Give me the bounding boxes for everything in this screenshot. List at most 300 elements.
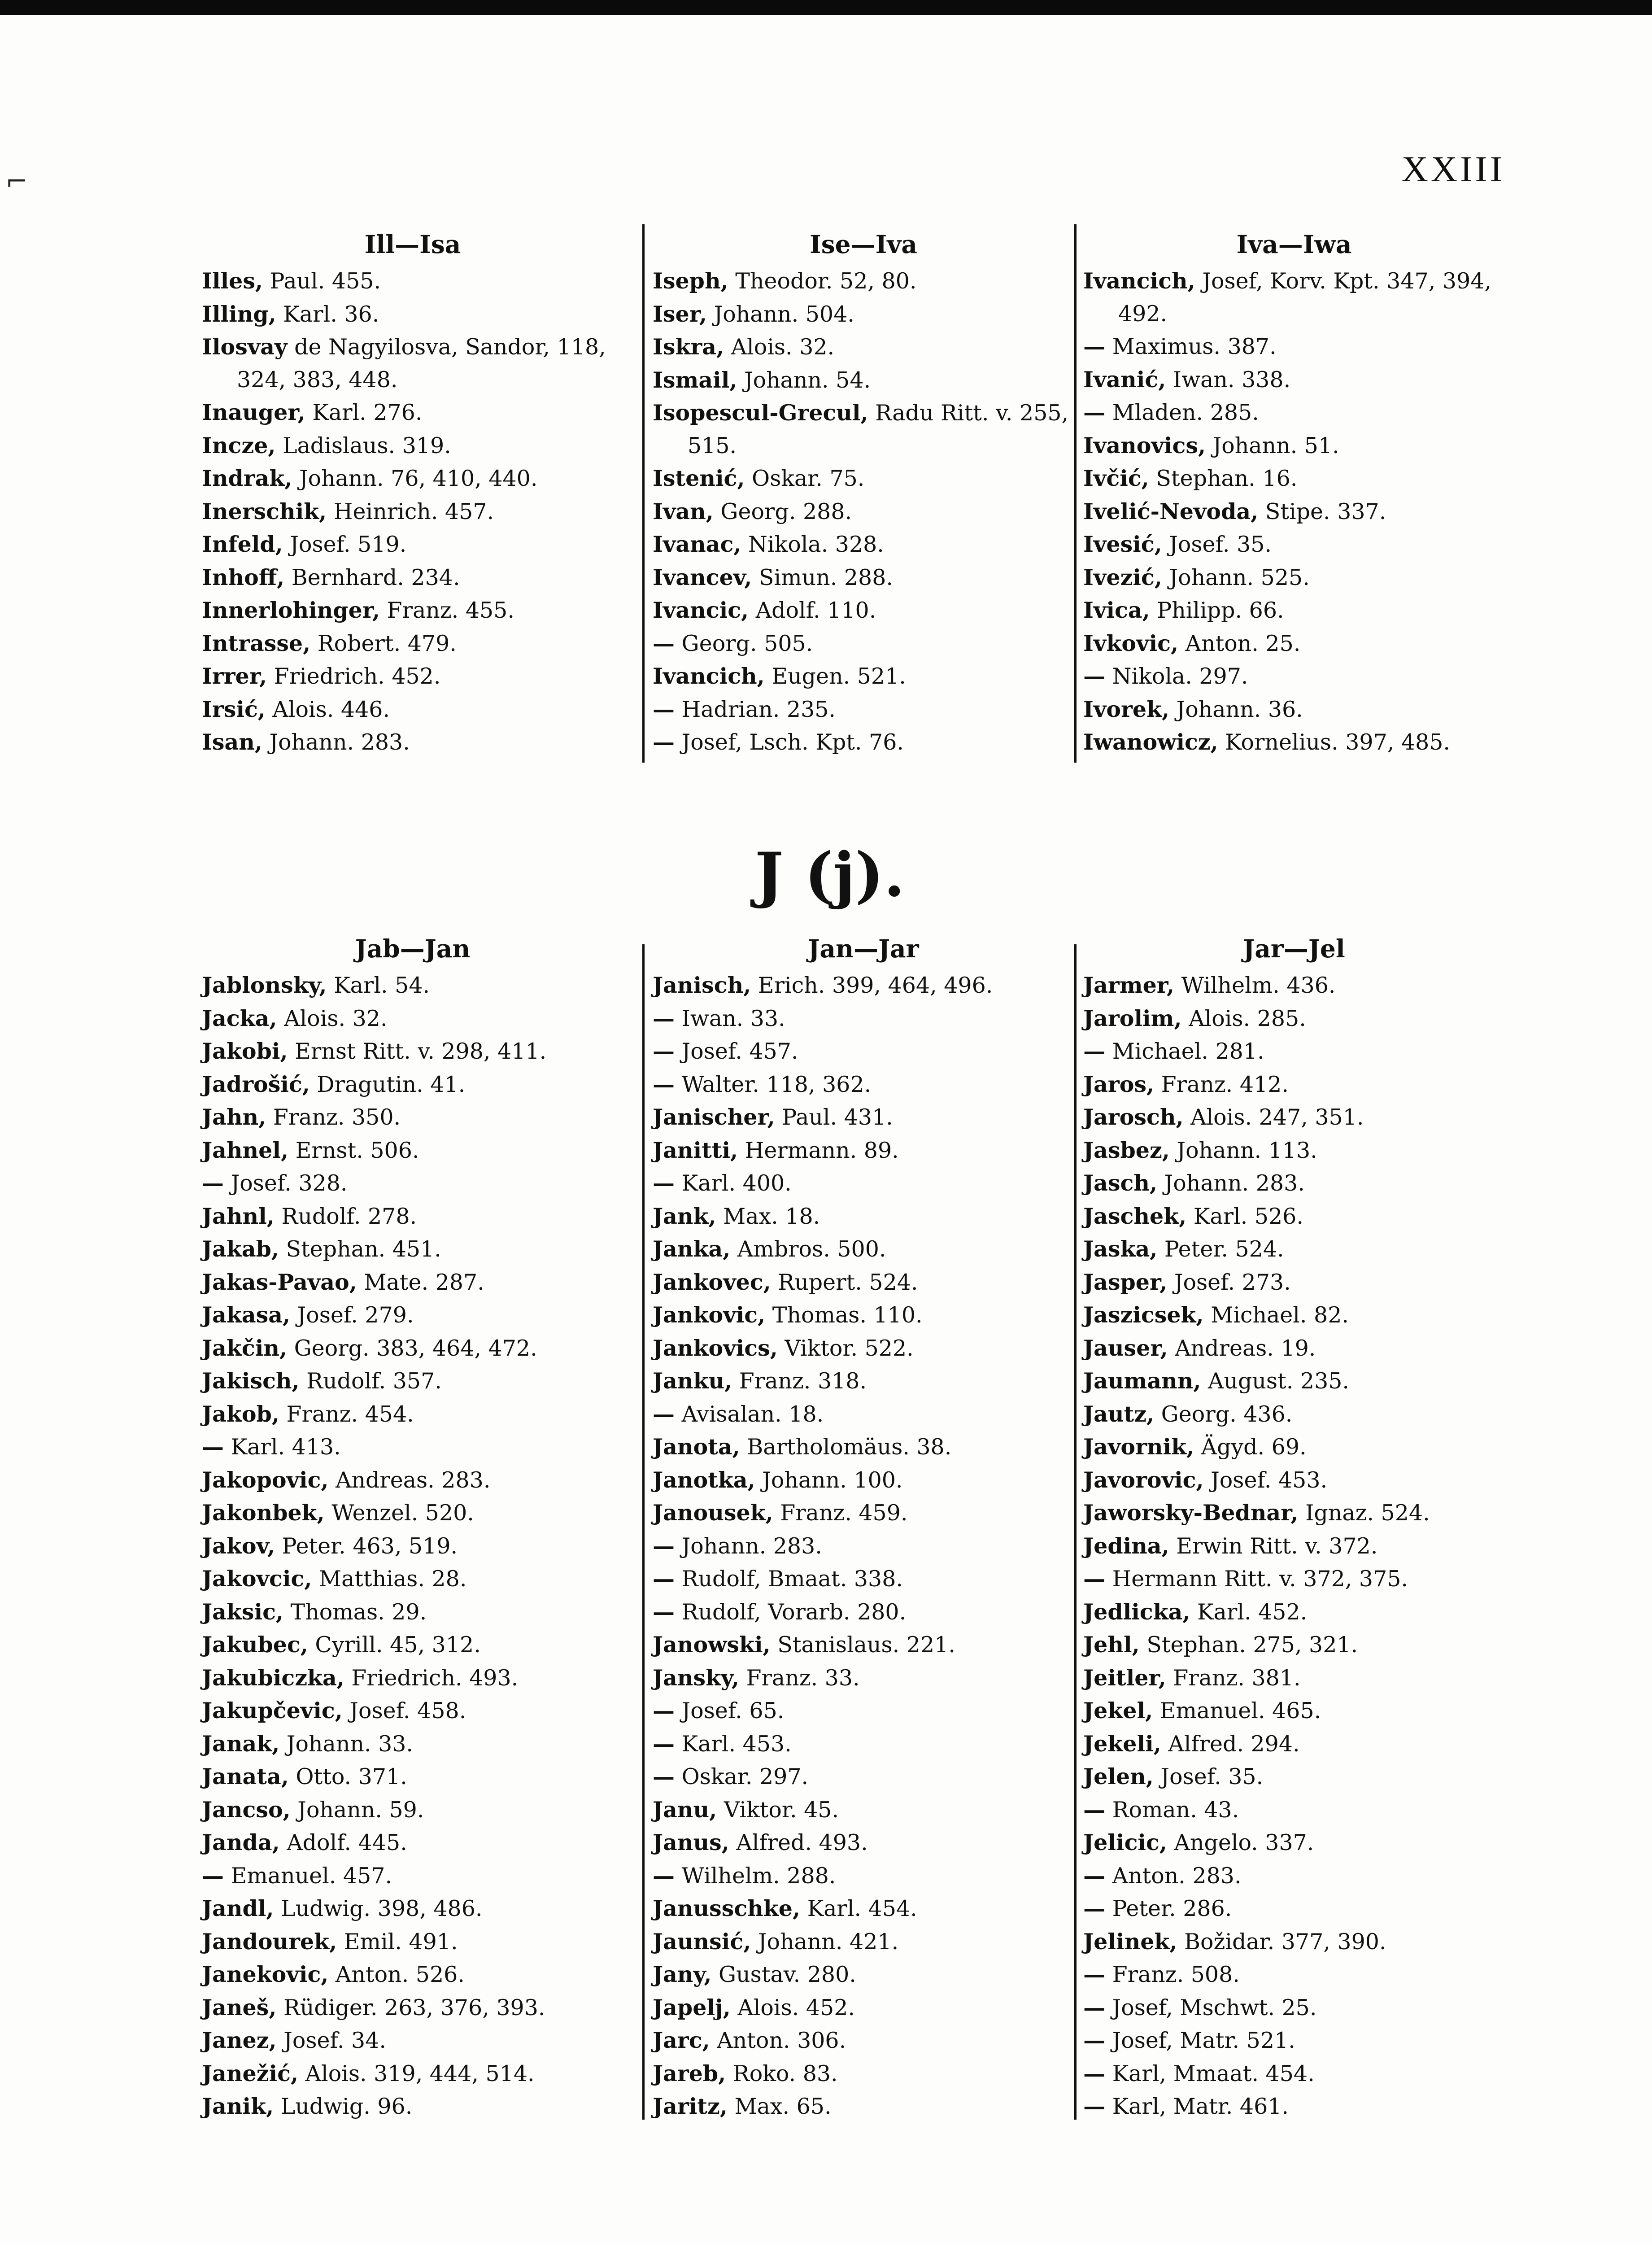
entry-surname: Janka, (653, 1236, 731, 1262)
entry-details: Josef. 34. (276, 2028, 386, 2053)
index-entry (202, 1562, 623, 1596)
entry-surname: — (1083, 1038, 1105, 1064)
entry-surname: Ivesić, (1083, 531, 1162, 557)
entry-details: Iwan. 338. (1166, 367, 1291, 393)
entry-surname: Jandourek, (202, 1928, 337, 1955)
entry-details: Alois. 285. (1181, 1005, 1306, 1031)
index-entry (653, 1035, 1074, 1068)
entry-surname: Ivelić-Nevoda, (1083, 498, 1259, 524)
entry-details: Franz. 350. (266, 1104, 401, 1130)
entry-details: Alois. 452. (730, 1994, 855, 2020)
entry-surname: Jaska, (1083, 1236, 1158, 1262)
entry-details: Johann. 525. (1162, 564, 1310, 590)
entry-surname: Jakonbek, (202, 1500, 325, 1526)
entry-details: Hermann Ritt. v. 372, 375. (1105, 1566, 1408, 1592)
entry-surname: — (653, 1170, 675, 1196)
index-entry (653, 1958, 1074, 1991)
index-entry (1083, 1233, 1505, 1266)
entry-surname: Jandl, (202, 1895, 274, 1921)
entry-surname: — (653, 1763, 675, 1789)
index-entry (653, 1826, 1074, 1859)
entry-surname: Iwanowicz, (1083, 729, 1218, 755)
entry-details: Andreas. 283. (328, 1467, 491, 1493)
index-entry (1083, 1826, 1505, 1859)
entry-surname: Jarc, (653, 2027, 710, 2053)
entry-details: Karl. 400. (675, 1170, 792, 1196)
margin-annotation-mark: ⌐ (5, 166, 28, 197)
column-title: Jar—Jel (1243, 934, 1345, 963)
entry-details: Bernhard. 234. (284, 564, 460, 590)
index-entry (202, 1596, 623, 1629)
entry-details: Johann. 504. (707, 301, 854, 327)
entry-surname: Janak, (202, 1730, 280, 1757)
entry-surname: Jasch, (1083, 1170, 1158, 1196)
index-entry (1083, 1332, 1505, 1365)
entry-surname: Jelen, (1083, 1763, 1154, 1789)
entry-surname: — (653, 1566, 675, 1592)
page-number: XXIII (1401, 148, 1505, 189)
index-entry (202, 1794, 623, 1827)
entry-details: Franz. 412. (1154, 1071, 1289, 1097)
entry-details: Johann. 36. (1169, 696, 1303, 722)
index-entry (202, 2024, 623, 2057)
index-entry (1083, 969, 1505, 1002)
index-entry (202, 1859, 623, 1893)
entry-details: Rudolf, Bmaat. 338. (675, 1566, 903, 1592)
entry-surname: Javornik, (1083, 1434, 1194, 1460)
column-title: Ise—Iva (809, 230, 917, 259)
entry-surname: Janeš, (202, 1994, 277, 2020)
index-entry (653, 1760, 1074, 1794)
index-entry (202, 1826, 623, 1859)
entry-details: Walter. 118, 362. (675, 1071, 872, 1097)
index-entry (1083, 396, 1505, 429)
entry-surname: Ivan, (653, 498, 714, 524)
entry-details: Alois. 247, 351. (1183, 1104, 1364, 1130)
index-entry (653, 1365, 1074, 1398)
entry-surname: Jankovics, (653, 1335, 778, 1361)
entry-details: Karl. 453. (675, 1731, 792, 1757)
entry-surname: Jarolim, (1083, 1005, 1182, 1031)
entry-details: Karl. 526. (1186, 1203, 1303, 1229)
entry-surname: Infeld, (202, 531, 283, 557)
entry-surname: Jacka, (202, 1005, 277, 1031)
index-entry (202, 1200, 623, 1233)
entry-details: Rudolf. 278. (274, 1203, 417, 1229)
index-entry (653, 2090, 1074, 2123)
entry-surname: Jakas-Pavao, (202, 1269, 357, 1295)
entry-details: Johann. 283. (1157, 1170, 1305, 1196)
entry-surname: Intrasse, (202, 630, 311, 656)
entry-surname: Jakob, (202, 1401, 279, 1427)
index-entry (202, 331, 623, 396)
index-entry (1083, 1562, 1505, 1596)
index-entry (653, 1200, 1074, 1233)
index-entry (202, 1530, 623, 1563)
entry-details: Josef. 453. (1203, 1467, 1328, 1493)
entry-surname: Jakčin, (202, 1335, 288, 1361)
index-entry (202, 429, 623, 463)
entry-surname: Jarmer, (1083, 972, 1175, 998)
entry-details: Stipe. 337. (1258, 498, 1386, 524)
index-entry (202, 1958, 623, 1991)
index-entry (202, 969, 623, 1002)
entry-surname: Jancso, (202, 1796, 291, 1823)
index-entry (653, 1266, 1074, 1299)
entry-details: Emanuel. 465. (1153, 1698, 1321, 1724)
entry-details: Karl, Mmaat. 454. (1105, 2060, 1315, 2086)
entry-details: Georg. 436. (1154, 1401, 1293, 1427)
index-entry (653, 1694, 1074, 1728)
index-entry (653, 726, 1074, 759)
index-entry (653, 1530, 1074, 1563)
entry-surname: Janischer, (653, 1104, 775, 1130)
index-entry (653, 1794, 1074, 1827)
column-title: Ill—Isa (364, 230, 461, 259)
index-entry (202, 1925, 623, 1959)
entry-details: Robert. 479. (310, 630, 457, 656)
entry-surname: Janekovic, (202, 1961, 329, 1987)
index-entry (1083, 1035, 1505, 1068)
entry-surname: Jany, (653, 1961, 712, 1987)
index-entry (1083, 594, 1505, 627)
entry-surname: Illes, (202, 268, 263, 294)
entry-surname: — (653, 1005, 675, 1031)
entry-details: Rudolf. 357. (299, 1368, 442, 1394)
entry-surname: Janotka, (653, 1466, 755, 1493)
entry-details: Max. 65. (727, 2094, 832, 2119)
index-entry (202, 2090, 623, 2123)
entry-surname: Janata, (202, 1763, 289, 1789)
entry-surname: Janusschke, (653, 1895, 801, 1921)
entry-details: Paul. 431. (775, 1104, 893, 1130)
entry-surname: Illing, (202, 301, 276, 327)
entry-details: Ambros. 500. (730, 1236, 886, 1262)
index-entry (1083, 660, 1505, 693)
entry-surname: Javorovic, (1083, 1466, 1204, 1493)
entry-details: Karl, Matr. 461. (1105, 2094, 1289, 2119)
entry-surname: Jekel, (1083, 1698, 1153, 1724)
index-entry (1083, 2057, 1505, 2090)
index-entry (1083, 1167, 1505, 1200)
entry-details: Cyrill. 45, 312. (308, 1632, 481, 1658)
entry-surname: Jakubec, (202, 1632, 308, 1658)
entry-surname: — (653, 1038, 675, 1064)
entry-details: Bartholomäus. 38. (740, 1434, 952, 1460)
entry-surname: — (1083, 1895, 1105, 1921)
entry-surname: Jakab, (202, 1236, 279, 1262)
index-entry (202, 1002, 623, 1035)
index-entry (1083, 462, 1505, 495)
entry-details: Thomas. 29. (283, 1599, 427, 1625)
entry-surname: Ivorek, (1083, 696, 1170, 722)
entry-details: Alois. 32. (724, 334, 835, 360)
entry-surname: Jeitler, (1083, 1664, 1166, 1691)
entry-details: Stephan. 16. (1149, 466, 1298, 491)
index-entry (1083, 1431, 1505, 1464)
index-entry (1083, 1892, 1505, 1925)
entry-details: de Nagyilosva, Sandor, 118, 324, 383, 448. (237, 334, 606, 393)
index-entry (653, 1233, 1074, 1266)
entry-surname: — (202, 1170, 224, 1196)
entry-details: Matthias. 28. (312, 1566, 467, 1592)
entry-surname: Jautz, (1083, 1401, 1155, 1427)
index-entry (1083, 1530, 1505, 1563)
entry-details: August. 235. (1201, 1368, 1350, 1394)
index-entry (1083, 1794, 1505, 1827)
index-entry (202, 1892, 623, 1925)
index-entry (653, 2057, 1074, 2090)
index-entry (653, 1431, 1074, 1464)
entry-surname: Jank, (653, 1203, 716, 1229)
index-entry (653, 1134, 1074, 1167)
entry-details: Peter. 524. (1157, 1236, 1284, 1262)
entry-surname: Jehl, (1083, 1632, 1140, 1658)
entry-details: Avisalan. 18. (675, 1401, 824, 1427)
entry-details: Alois. 446. (265, 696, 390, 722)
entry-details: Ludwig. 398, 486. (274, 1896, 483, 1921)
entry-surname: Innerlohinger, (202, 597, 380, 623)
entry-surname: Inauger, (202, 399, 305, 425)
entry-details: Thomas. 110. (765, 1302, 923, 1328)
entry-details: Franz. 459. (773, 1500, 908, 1526)
entry-surname: Jakobi, (202, 1038, 288, 1064)
index-entry (1083, 2090, 1505, 2123)
index-entry (202, 561, 623, 594)
entry-surname: Jaschek, (1083, 1203, 1187, 1229)
entry-details: Josef. 65. (675, 1698, 785, 1724)
entry-surname: Jareb, (653, 2060, 726, 2086)
entry-details: Alfred. 294. (1161, 1731, 1300, 1757)
entry-surname: Iser, (653, 301, 707, 327)
index-entry (202, 594, 623, 627)
entry-details: Josef. 279. (290, 1302, 414, 1328)
index-entry (1083, 1958, 1505, 1991)
index-entry (202, 1266, 623, 1299)
index-entry (653, 1859, 1074, 1893)
entry-details: Josef. 458. (342, 1698, 466, 1724)
entry-surname: Iseph, (653, 268, 728, 294)
entry-details: Max. 18. (716, 1203, 820, 1229)
entry-details: Franz. 381. (1166, 1665, 1301, 1691)
entry-details: Eugen. 521. (764, 663, 906, 689)
entry-surname: Irrer, (202, 663, 267, 689)
entry-details: Michael. 82. (1203, 1302, 1349, 1328)
top-border (0, 0, 1652, 15)
column-divider (1074, 944, 1077, 2120)
index-entry (1083, 561, 1505, 594)
index-entry (1083, 1694, 1505, 1728)
entry-surname: Isan, (202, 729, 262, 755)
index-entry (202, 1134, 623, 1167)
entry-surname: Jakov, (202, 1532, 275, 1559)
entry-surname: Jakupčevic, (202, 1698, 343, 1724)
index-entry (1083, 1925, 1505, 1959)
entry-details: Erwin Ritt. v. 372. (1169, 1533, 1378, 1559)
entry-details: Angelo. 337. (1167, 1830, 1314, 1855)
index-entry (653, 969, 1074, 1002)
index-entry (1083, 363, 1505, 397)
index-entry (653, 660, 1074, 693)
entry-surname: Jelinek, (1083, 1928, 1177, 1955)
entry-details: Karl. 36. (276, 301, 379, 327)
entry-surname: Ivanac, (653, 531, 741, 557)
entry-surname: Indrak, (202, 465, 292, 491)
entry-details: Rüdiger. 263, 376, 393. (276, 1994, 545, 2020)
index-entry (202, 627, 623, 660)
index-entry (202, 528, 623, 561)
index-entry (202, 265, 623, 298)
entry-surname: Jablonsky, (202, 972, 327, 998)
column-jab-jan (202, 929, 623, 2123)
entry-details: Karl. 452. (1190, 1599, 1308, 1625)
index-entry (1083, 1728, 1505, 1761)
index-entry (202, 726, 623, 759)
index-entry (653, 528, 1074, 561)
entry-surname: Inhoff, (202, 564, 285, 590)
entry-surname: — (653, 630, 675, 656)
index-entry (202, 1332, 623, 1365)
entry-surname: — (653, 1071, 675, 1097)
entry-surname: Janousek, (653, 1500, 773, 1526)
index-entry (202, 298, 623, 331)
index-entry (1083, 1068, 1505, 1101)
entry-surname: — (1083, 333, 1105, 359)
entry-surname: Ivancev, (653, 564, 752, 590)
entry-details: Ägyd. 69. (1194, 1434, 1307, 1460)
entry-details: Peter. 463, 519. (275, 1533, 458, 1559)
entry-details: Johann. 283. (675, 1533, 822, 1559)
index-entry (202, 396, 623, 429)
entry-details: Anton. 283. (1105, 1863, 1242, 1889)
entry-surname: Jedina, (1083, 1532, 1169, 1559)
entry-surname: Jansky, (653, 1664, 739, 1691)
index-entry (653, 1925, 1074, 1959)
entry-surname: — (1083, 1994, 1105, 2020)
entry-details: Rupert. 524. (771, 1269, 918, 1295)
entry-surname: Jarosch, (1083, 1104, 1184, 1130)
index-entry (1083, 1464, 1505, 1497)
index-entry (202, 1760, 623, 1794)
entry-details: Paul. 455. (262, 268, 381, 294)
entry-surname: Janez, (202, 2027, 277, 2053)
entry-surname: Jakovcic, (202, 1566, 312, 1592)
entry-surname: Jakasa, (202, 1302, 291, 1328)
index-entry (653, 1068, 1074, 1101)
entry-surname: Jaros, (1083, 1071, 1155, 1097)
index-entry (202, 1628, 623, 1662)
entry-details: Anton. 526. (328, 1962, 465, 1987)
entry-details: Nikola. 297. (1105, 663, 1248, 689)
column-jan-jar (653, 929, 1074, 2123)
entry-details: Stanislaus. 221. (770, 1632, 955, 1658)
entry-surname: — (653, 1698, 675, 1724)
index-entry (1083, 2024, 1505, 2057)
index-entry (202, 1299, 623, 1332)
entry-details: Karl. 276. (305, 400, 423, 425)
index-entry (1083, 495, 1505, 528)
entry-surname: — (1083, 1961, 1105, 1987)
entry-details: Gustav. 280. (711, 1962, 856, 1987)
index-entry (202, 1068, 623, 1101)
entry-details: Johann. 113. (1169, 1137, 1317, 1163)
section-letter-heading: J (j). (754, 839, 905, 910)
index-entry (1083, 1760, 1505, 1794)
column-jar-jel (1083, 929, 1505, 2123)
entry-details: Roman. 43. (1105, 1797, 1239, 1823)
index-entry (653, 561, 1074, 594)
index-entry (1083, 1134, 1505, 1167)
entry-surname: Jakopovic, (202, 1466, 329, 1493)
entry-surname: Ivčić, (1083, 465, 1149, 491)
entry-details: Oskar. 75. (745, 466, 865, 491)
index-entry (653, 331, 1074, 364)
index-entry (653, 1464, 1074, 1497)
entry-details: Hadrian. 235. (675, 696, 836, 722)
entry-surname: Irsić, (202, 696, 266, 722)
entry-details: Josef. 519. (283, 532, 407, 557)
entry-details: Friedrich. 493. (344, 1665, 519, 1691)
index-entry (202, 1035, 623, 1068)
entry-details: Johann. 76, 410, 440. (292, 466, 538, 491)
index-entry (653, 1101, 1074, 1134)
entry-details: Karl. 413. (224, 1434, 341, 1460)
index-entry (1083, 726, 1505, 759)
index-entry (653, 627, 1074, 660)
entry-details: Emil. 491. (337, 1929, 458, 1955)
index-entry (202, 1101, 623, 1134)
entry-surname: Jaksic, (202, 1598, 283, 1625)
entry-details: Wilhelm. 288. (675, 1863, 836, 1889)
entry-details: Rudolf, Vorarb. 280. (675, 1599, 907, 1625)
index-entry (1083, 1365, 1505, 1398)
entry-surname: Ivancich, (1083, 268, 1195, 294)
entry-surname: Ivancic, (653, 597, 749, 623)
entry-details: Viktor. 45. (717, 1797, 839, 1823)
column-iva-iwa (1083, 224, 1505, 759)
index-entry (653, 397, 1074, 462)
entry-details: Heinrich. 457. (327, 498, 494, 524)
entry-details: Karl. 454. (800, 1896, 917, 1921)
entry-surname: — (653, 729, 675, 755)
entry-surname: — (653, 1730, 675, 1757)
entry-details: Josef. 328. (224, 1170, 348, 1196)
entry-details: Josef, Lsch. Kpt. 76. (675, 729, 904, 755)
entry-details: Michael. 281. (1105, 1039, 1264, 1064)
column-divider (1074, 224, 1077, 763)
entry-surname: Janowski, (653, 1632, 771, 1658)
entry-surname: Janisch, (653, 972, 751, 998)
entry-details: Simun. 288. (752, 564, 893, 590)
index-entry (653, 1662, 1074, 1695)
index-entry (202, 1398, 623, 1431)
index-entry (653, 1892, 1074, 1925)
entry-details: Alois. 32. (277, 1005, 388, 1031)
entry-surname: — (1083, 1796, 1105, 1823)
entry-surname: — (653, 1598, 675, 1625)
entry-surname: Jakubiczka, (202, 1664, 344, 1691)
entry-details: Franz. 455. (380, 598, 514, 623)
entry-surname: Inerschik, (202, 498, 327, 524)
entry-surname: Jankovec, (653, 1269, 771, 1295)
index-entry (1083, 1628, 1505, 1662)
entry-details: Adolf. 110. (749, 598, 876, 623)
index-entry (202, 693, 623, 726)
index-entry (653, 1332, 1074, 1365)
entry-surname: Jaumann, (1083, 1368, 1201, 1394)
entry-details: Ladislaus. 319. (275, 432, 451, 458)
entry-surname: Janku, (653, 1368, 732, 1394)
